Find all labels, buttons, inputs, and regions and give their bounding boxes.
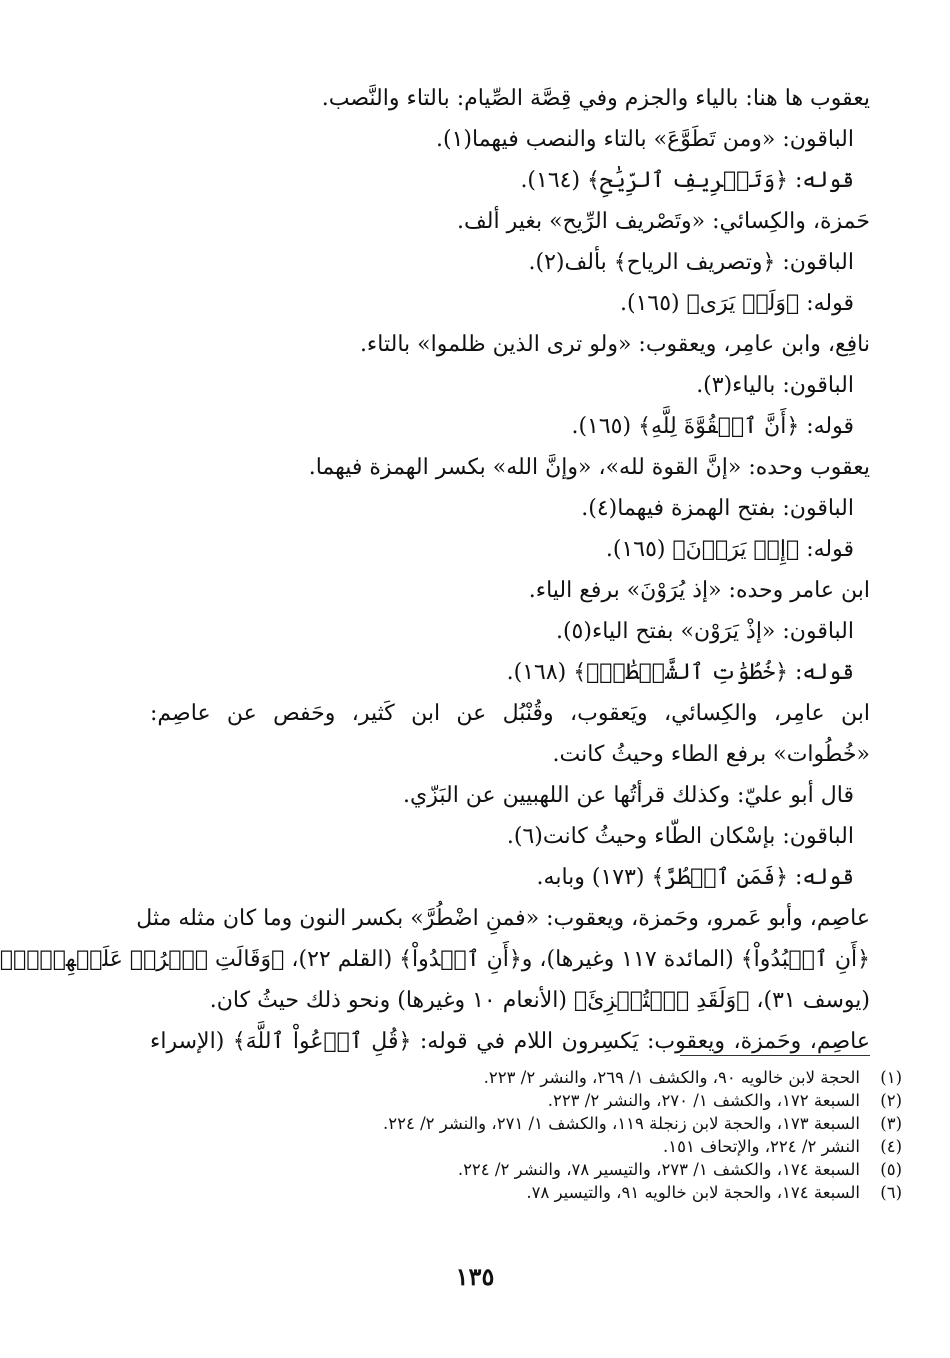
footnote-number: (٤) — [880, 1137, 902, 1156]
text-line: يعقوب وحده: «إنَّ القوة لله»، «وإنَّ الله» بكسر الهمزة فيهما. — [308, 455, 870, 480]
text-line: ﴿أَنِ ٱعۡبُدُواْ﴾ (المائدة ١١٧ وغيرها)، و﴿أَنِ ٱغۡدُواْ﴾ (القلم ٢٢)، ﴿وَقَالَتِ ٱخۡرُجۡ عَلَيۡهِنَّۖ﴾ — [0, 947, 870, 972]
footnote-number: (٦) — [880, 1183, 902, 1202]
footnote-text: النشر ٢/ ٢٢٤، والإتحاف ١٥١. — [663, 1137, 860, 1156]
footnote-text: السبعة ١٧٣، والحجة لابن زنجلة ١١٩، والكشف ١/ ٢٧١، والنشر ٢/ ٢٢٤. — [382, 1114, 860, 1133]
footnote-number: (١) — [880, 1068, 902, 1087]
text-line: عاصِم، وأبو عَمرو، وحَمزة، ويعقوب: «فمنِ اضْطُرَّ» بكسر النون وما كان مثله مثل — [136, 906, 870, 931]
text-line: قوله: ﴿خُطُوَٰتِ ٱلشَّيۡطَٰنِۚ﴾ (١٦٨). — [506, 660, 854, 685]
text-line: الباقون: بإسْكان الطّاء وحيثُ كانت(٦). — [506, 824, 854, 849]
main-text — [0, 78, 870, 1062]
text-line: الباقون: بالياء(٣). — [696, 373, 854, 398]
footnote — [150, 1089, 902, 1112]
footnote — [150, 1158, 902, 1181]
text-line: الباقون: بفتح الهمزة فيهما(٤). — [581, 496, 854, 521]
text-line: ابن عامر وحده: «إذ يُرَوْنَ» برفع الياء. — [528, 578, 870, 603]
page-number: ١٣٥ — [455, 1262, 495, 1291]
text-line: «خُطُوات» برفع الطاء وحيثُ كانت. — [552, 742, 870, 767]
text-line: الباقون: «ومن تَطَوَّعَ» بالتاء والنصب فيهما(١). — [436, 127, 854, 152]
text-line: قال أبو عليّ: وكذلك قرأتُها عن اللهبيين عن البَزّي. — [403, 783, 854, 808]
text-line: قوله: ﴿وَتَصۡرِيفِ ٱلرِّيَٰحِ﴾ (١٦٤). — [520, 168, 854, 193]
text-line: (يوسف ٣١)، ﴿وَلَقَدِ ٱسۡتُهۡزِئَ﴾ (الأنعام ١٠ وغيرها) ونحو ذلك حيثُ كان. — [209, 988, 870, 1013]
text-line: ابن عامِر، والكِسائي، ويَعقوب، وقُنْبُل عن ابن كَثير، وحَفص عن عاصِم: — [150, 701, 870, 726]
text-line: نافِع، وابن عامِر، ويعقوب: «ولو ترى الذين ظلموا» بالتاء. — [359, 332, 870, 357]
footnote — [150, 1135, 902, 1158]
text-line: الباقون: «إذْ يَرَوْن» بفتح الياء(٥). — [555, 619, 854, 644]
footnote-number: (٣) — [880, 1114, 902, 1133]
footnote-divider — [680, 1055, 870, 1056]
footnote-number: (٥) — [880, 1160, 902, 1179]
footnote-text: السبعة ١٧٤، والكشف ١/ ٢٧٣، والتيسير ٧٨، والنشر ٢/ ٢٢٤. — [457, 1160, 860, 1179]
footnote — [150, 1066, 902, 1089]
footnote-text: السبعة ١٧٤، والحجة لابن خالويه ٩١، والتيسير ٧٨. — [526, 1183, 860, 1202]
text-line: قوله: ﴿إِذۡ يَرَوۡنَ﴾ (١٦٥). — [605, 537, 854, 562]
text-line: قوله: ﴿فَمَنِ ٱضۡطُرَّ﴾ (١٧٣) وبابه. — [536, 865, 854, 890]
footnote-text: السبعة ١٧٢، والكشف ١/ ٢٧٠، والنشر ٢/ ٢٢٣. — [547, 1091, 860, 1110]
text-line: عاصِم، وحَمزة، ويعقوب: يَكسِرون اللام في قوله: ﴿قُلِ ٱدۡعُواْ ٱللَّهَ﴾ (الإسراء — [150, 1029, 870, 1054]
text-line: قوله: ﴿أَنَّ ٱلۡقُوَّةَ لِلَّهِ﴾ (١٦٥). — [571, 414, 854, 439]
footnote — [150, 1181, 902, 1204]
text-line: الباقون: ﴿وتصريف الرياح﴾ بألف(٢). — [528, 250, 854, 275]
text-line: قوله: ﴿وَلَوۡ يَرَى﴾ (١٦٥). — [619, 291, 854, 316]
footnotes — [150, 1066, 902, 1204]
text-line: حَمزة، والكِسائي: «وتَصْريف الرِّيح» بغير ألف. — [457, 209, 870, 234]
footnote-text: الحجة لابن خالويه ٩٠، والكشف ١/ ٢٦٩، والنشر ٢/ ٢٢٣. — [483, 1068, 860, 1087]
footnote-number: (٢) — [880, 1091, 902, 1110]
footnote — [150, 1112, 902, 1135]
text-line: يعقوب ها هنا: بالياء والجزم وفي قِصَّة الصِّيام: بالتاء والنَّصب. — [321, 86, 870, 111]
